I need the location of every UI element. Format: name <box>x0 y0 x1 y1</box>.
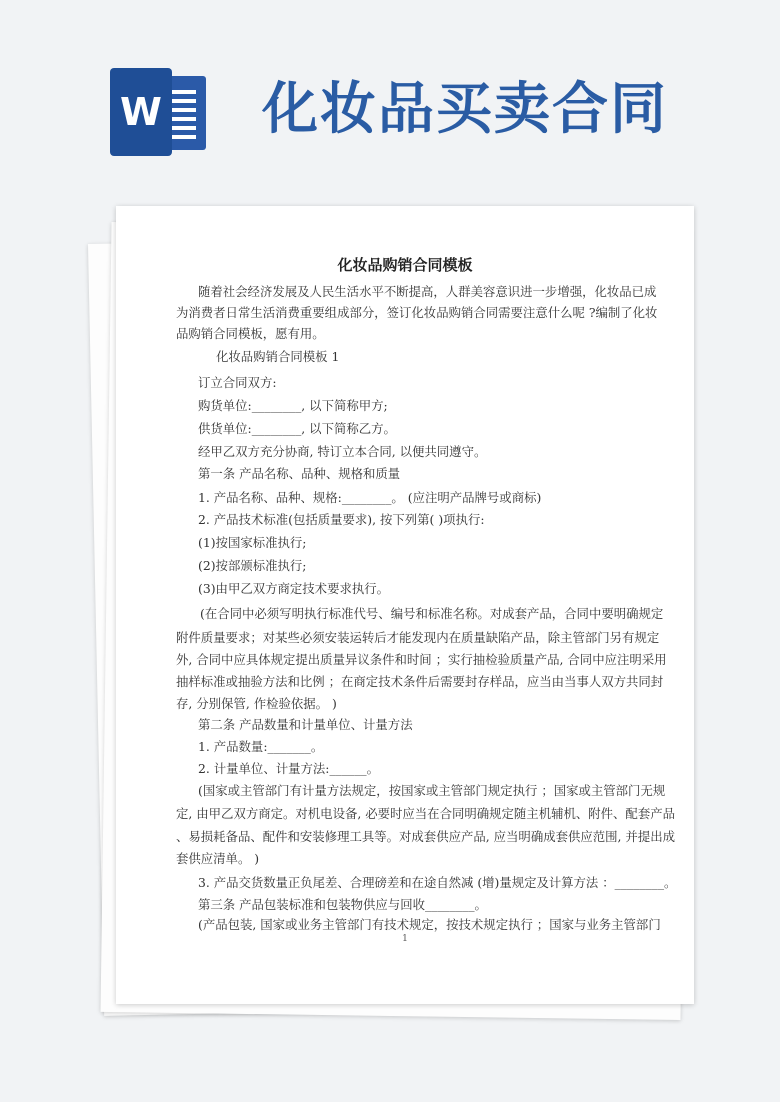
article-heading: 第二条 产品数量和计量单位、计量方法 <box>198 717 413 732</box>
document-title: 化妆品购销合同模板 <box>337 256 473 274</box>
paragraph-line: 存, 分别保管, 作检验依据。 ) <box>176 696 337 711</box>
paragraph-line: 附件质量要求；对某些必须安装运转后才能发现内在质量缺陷产品，除主管部门另有规定 <box>176 630 660 645</box>
paragraph-line: 1. 产品名称、品种、规格:________。 (应注明产品牌号或商标) <box>198 490 542 505</box>
paragraph-line: (国家或主管部门有计量方法规定，按国家或主管部门规定执行 ；国家或主管部门无规 <box>198 783 666 798</box>
paragraph-line: (1)按国家标准执行; <box>198 535 307 550</box>
paragraph-line: 2. 产品技术标准(包括质量要求), 按下列第( )项执行: <box>198 512 485 527</box>
paragraph-line: (3)由甲乙双方商定技术要求执行。 <box>198 581 390 596</box>
paragraph-line: 外, 合同中应具体规定提出质量异议条件和时间 ；实行抽检验质量产品, 合同中应注明采用 <box>176 652 667 667</box>
article-heading: 第一条 产品名称、品种、规格和质量 <box>198 466 401 481</box>
paragraph-line: 1. 产品数量:_______。 <box>198 739 324 754</box>
word-letter-badge: W <box>110 68 172 156</box>
paragraph-line: (产品包装, 国家或业务主管部门有技术规定，按技术规定执行 ；国家与业务主管部门 <box>198 917 661 932</box>
banner <box>0 0 780 200</box>
banner-title: 化妆品买卖合同 <box>262 77 668 142</box>
paragraph-line: 供货单位:________, 以下简称乙方。 <box>198 421 396 436</box>
paragraph-line: 套供应清单。 ) <box>176 851 260 866</box>
paragraph-line: 2. 计量单位、计量方法:______。 <box>198 761 380 776</box>
paragraph-line: 订立合同双方: <box>198 375 277 390</box>
paragraph-line: (在合同中必须写明执行标准代号、编号和标准名称。对成套产品，合同中要明确规定 <box>200 606 664 621</box>
word-document-icon <box>110 68 210 156</box>
paragraph-line: 经甲乙双方充分协商, 特订立本合同, 以便共同遵守。 <box>198 444 487 459</box>
paragraph-line: 购货单位:________, 以下简称甲方; <box>198 398 388 413</box>
paragraph-line: 抽样标准或抽验方法和比例 ；在商定技术条件后需要封存样品，应当由当事人双方共同封 <box>176 674 664 689</box>
paragraph-line: 、易损耗备品、配件和安装修理工具等。对成套供应产品, 应当明确成套供应范围, 并提出成 <box>176 829 675 844</box>
article-heading: 第三条 产品包装标准和包装物供应与回收________。 <box>198 897 487 912</box>
paragraph-line: 随着社会经济发展及人民生活水平不断提高，人群美容意识进一步增强，化妆品已成 <box>198 284 657 299</box>
paragraph-line: 为消费者日常生活消费重要组成部分，签订化妆品购销合同需要注意什么呢 ?编制了化妆 <box>176 305 658 320</box>
paragraph-line: 定, 由甲乙双方商定。对机电设备, 必要时应当在合同明确规定随主机辅机、附件、配套产品 <box>176 806 675 821</box>
document-page <box>116 206 694 1004</box>
paragraph-line: (2)按部颁标准执行; <box>198 558 307 573</box>
section-heading: 化妆品购销合同模板 1 <box>216 349 340 364</box>
paragraph-line: 3. 产品交货数量正负尾差、合理磅差和在途自然减 (增)量规定及计算方法 ：________。 <box>198 875 677 890</box>
page-number: 1 <box>402 934 408 944</box>
paragraph-line: 品购销合同模板，愿有用。 <box>176 326 325 341</box>
